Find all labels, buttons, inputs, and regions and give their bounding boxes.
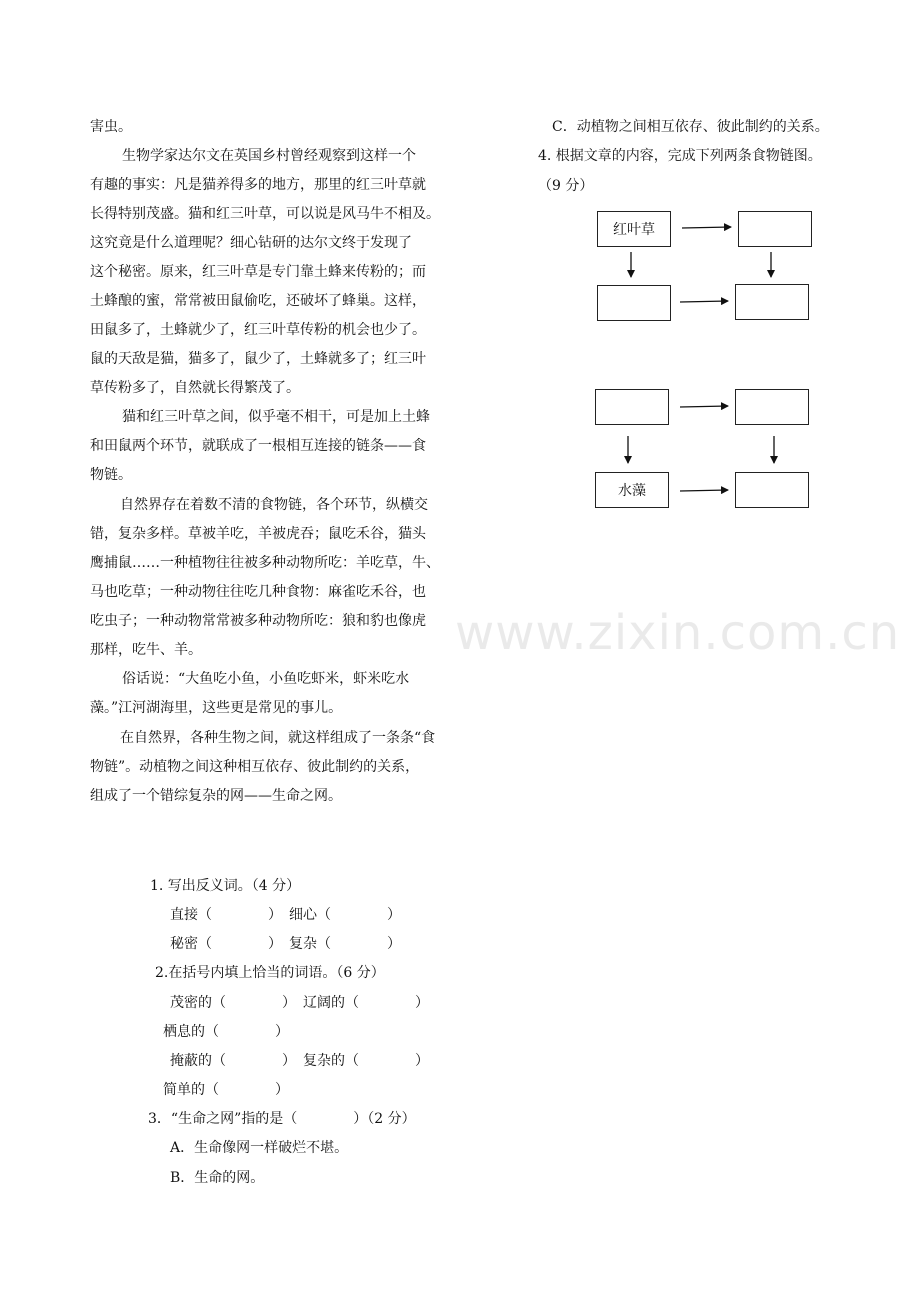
- arrow-right: [682, 227, 731, 228]
- passage-line: 自然界存在着数不清的食物链，各个环节，纵横交: [120, 497, 428, 513]
- passage-line: 吃虫子；一种动物常常被多种动物所吃：狼和豹也像虎: [90, 613, 426, 629]
- passage-line: 土蜂酿的蜜，常常被田鼠偷吃，还破坏了蜂巢。这样，: [90, 293, 426, 309]
- q2-row: 茂密的（ ） 辽阔的（ ）: [170, 995, 429, 1011]
- arrow-right: [680, 490, 728, 491]
- q3-option-c: C．动植物之间相互依存、彼此制约的关系。: [552, 119, 829, 135]
- passage-line: 田鼠多了，土蜂就少了，红三叶草传粉的机会也少了。: [90, 322, 426, 338]
- passage-line: 长得特别茂盛。猫和红三叶草，可以说是风马牛不相及。: [90, 206, 440, 222]
- q3-title: 3．“生命之网”指的是（ ）（2 分）: [148, 1111, 416, 1127]
- q1-row: 秘密（ ） 复杂（ ）: [170, 936, 401, 952]
- arrow-right: [680, 406, 728, 407]
- q2-row: 简单的（ ）: [163, 1082, 289, 1098]
- passage-line: 组成了一个错综复杂的网——生命之网。: [90, 788, 342, 804]
- passage-line: 藻。”江河湖海里，这些更是常见的事儿。: [90, 700, 343, 716]
- chain2-start-box: 水藻: [595, 472, 669, 508]
- passage-line: 那样，吃牛、羊。: [90, 642, 202, 658]
- chain1-start-box: 红叶草: [597, 211, 671, 247]
- q2-row: 栖息的（ ）: [163, 1024, 289, 1040]
- passage-line: 物链”。动植物之间这种相互依存、彼此制约的关系，: [90, 759, 420, 775]
- passage-line: 俗话说：“大鱼吃小鱼，小鱼吃虾米，虾米吃水: [122, 671, 410, 687]
- passage-line: 草传粉多了，自然就长得繁茂了。: [90, 380, 300, 396]
- q2-title: 2.在括号内填上恰当的词语。（6 分）: [155, 965, 385, 981]
- q3-option-a: A．生命像网一样破烂不堪。: [170, 1140, 349, 1156]
- arrow-right: [680, 301, 728, 302]
- q4-title: 4. 根据文章的内容，完成下列两条食物链图。: [538, 148, 822, 164]
- q2-row: 掩蔽的（ ） 复杂的（ ）: [170, 1053, 429, 1069]
- passage-line: 猫和红三叶草之间，似乎毫不相干，可是加上土蜂: [122, 409, 430, 425]
- passage-line: 生物学家达尔文在英国乡村曾经观察到这样一个: [122, 148, 416, 164]
- passage-line: 和田鼠两个环节，就联成了一根相互连接的链条——食: [90, 438, 426, 454]
- q1-row: 直接（ ） 细心（ ）: [170, 907, 401, 923]
- q3-option-b: B．生命的网。: [170, 1170, 265, 1186]
- passage-line: 鹰捕鼠……一种植物往往被多种动物所吃：羊吃草，牛、: [90, 555, 440, 571]
- passage-line: 马也吃草；一种动物往往吃几种食物：麻雀吃禾谷，也: [90, 584, 426, 600]
- passage-line: 物链。: [90, 467, 132, 483]
- passage-line: 错，复杂多样。草被羊吃，羊被虎吞；鼠吃禾谷，猫头: [90, 526, 426, 542]
- passage-line: 鼠的天敌是猫，猫多了，鼠少了，土蜂就多了；红三叶: [90, 351, 426, 367]
- passage-line: 有趣的事实：凡是猫养得多的地方，那里的红三叶草就: [90, 177, 426, 193]
- passage-line: 这个秘密。原来，红三叶草是专门靠土蜂来传粉的；而: [90, 264, 426, 280]
- watermark: www.zixin.com.cn: [455, 605, 901, 661]
- q1-title: 1. 写出反义词。（4 分）: [150, 878, 301, 894]
- q4-title-score: （9 分）: [538, 178, 594, 194]
- passage-line: 在自然界，各种生物之间，就这样组成了一条条“食: [120, 730, 436, 746]
- passage-line: 害虫。: [90, 119, 132, 135]
- passage-line: 这究竟是什么道理呢？细心钻研的达尔文终于发现了: [90, 235, 412, 251]
